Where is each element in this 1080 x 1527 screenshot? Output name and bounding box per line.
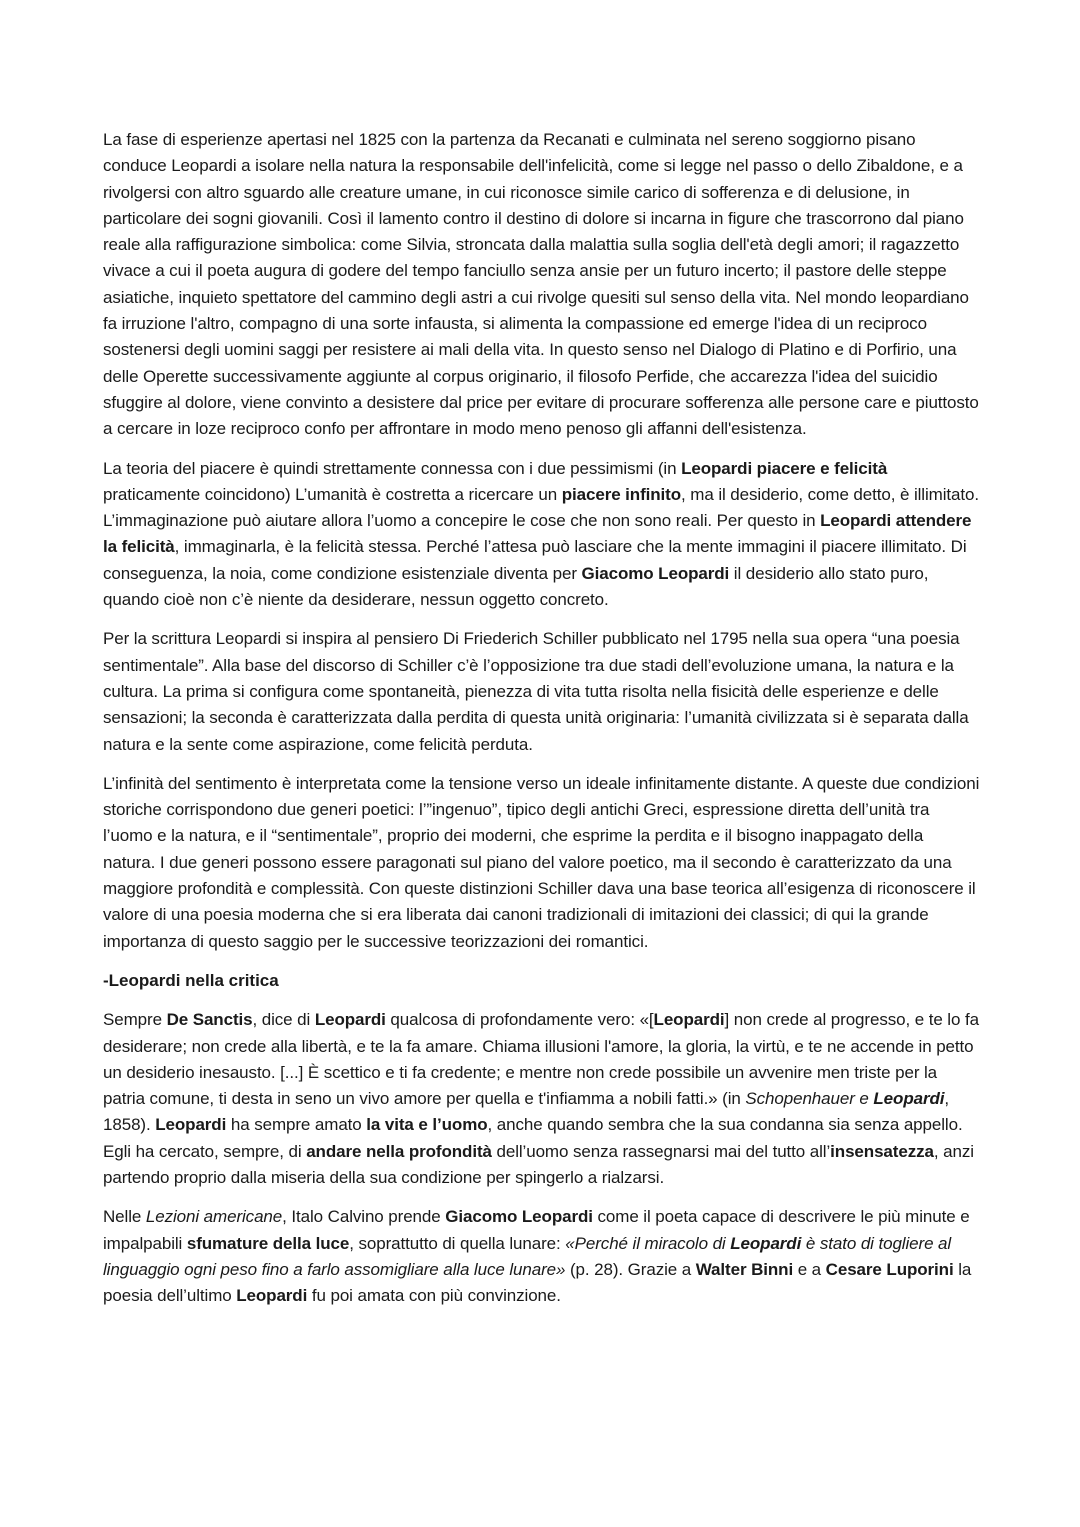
text-run: la poesia dell’ultimo	[103, 1259, 972, 1306]
bold-run: Walter Binni	[695, 1259, 794, 1279]
bold-run: Leopardi	[653, 1010, 725, 1030]
italic-run: è stato di togliere al linguaggio ogni peso fino a farlo assomigliare alla luce lunare»	[103, 1233, 952, 1279]
section-heading-critica: -Leopardi nella critica	[103, 970, 279, 990]
text-run: ] non crede al progresso, e te lo fa desiderare; non crede alla libertà, e te la fa amare. Chiama illusioni l'amore, la gloria, la virtù, e te ne accende in petto un desiderio inesausto. [...] È scettico e ti fa credente; e mentre non crede possibile un avvenire men triste per la patria comune, ti desta in seno un vivo amore per quella e t'infiamma a nobili fatti.» (in	[103, 1010, 979, 1109]
text-run: , immaginarla, è la felicità stessa. Perché l’attesa può lasciare che la mente immagini il piacere illimitato. Di conseguenza, la noia, come condizione esistenziale diventa per	[103, 537, 967, 583]
text-run: , Italo Calvino prende	[282, 1207, 446, 1227]
text-run: praticamente coincidono) L’umanità è costretta a ricercare un	[103, 484, 562, 504]
bold-run: Leopardi	[314, 1010, 386, 1030]
text-run: , anzi partendo proprio dalla miseria della sua condizione per spingerlo a rialzarsi.	[103, 1141, 974, 1187]
bold-italic-run	[873, 1089, 944, 1108]
text-run: , dice di	[252, 1010, 315, 1030]
bold-run: De Sanctis	[166, 1010, 253, 1030]
paragraph-schiller: Per la scrittura Leopardi si inspira al pensiero Di Friederich Schiller pubblicato nel 1795 nella sua opera “una poesia sentimentale”. Alla base del discorso di Schiller c’è l’opposizione tra due stadi dell’evoluzione umana, la natura e la cultura. La prima si configura come spontaneità, pienezza di vita tutta risolta nella fisicità delle esperienze e delle sensazioni; la seconda è caratterizzata dalla perdita di questa unità originaria: l’umanità civilizzata si è separata dalla natura e la sente come aspirazione, come felicità perduta.	[103, 629, 969, 754]
bold-run: Cesare Luporini	[825, 1259, 954, 1279]
bold-run: sfumature della luce	[186, 1233, 350, 1253]
paragraph-infinita-sentimento: L’infinità del sentimento è interpretata come la tensione verso un ideale infinitamente distante. A queste due condizioni storiche corrispondono due generi poetici: l’”ingenuo”, tipico degli antichi Greci, espressione diretta dell’unità tra l’uomo e la natura, e il “sentimentale”, proprio dei moderni, che esprime la perdita e il bisogno inappagato della natura. I due generi possono essere paragonati sul piano del valore poetico, ma il secondo è caratterizzato da una maggiore profondità e complessità. Con queste distinzioni Schiller dava una base teorica all’esigenza di riconoscere il valore di una poesia moderna che si era liberata dai canoni tradizionali di imitazioni dei classici; di qui la grande importanza di questo saggio per le successive teorizzazioni dei romantici.	[103, 773, 980, 951]
bold-run: Giacomo Leopardi	[445, 1207, 593, 1227]
text-run: dell’uomo senza rassegnarsi mai del tutto all’	[491, 1141, 831, 1161]
text-run: qualcosa di profondamente vero: «[	[385, 1010, 654, 1030]
bold-run: andare nella profondità	[306, 1141, 492, 1161]
text-run: e a	[793, 1259, 826, 1279]
bold-run: Leopardi	[236, 1286, 308, 1306]
paragraph-calvino	[103, 1204, 980, 1309]
text-run: come il poeta capace di descrivere le più minute e impalpabili	[103, 1207, 970, 1253]
text-run: , soprattutto di quella lunare:	[349, 1233, 566, 1253]
italic-run: Leopardi	[873, 1089, 945, 1109]
bold-run: piacere infinito	[561, 484, 682, 504]
text-run: ha sempre amato	[226, 1115, 367, 1135]
bold-run: insensatezza	[830, 1141, 934, 1161]
italic-run: Schopenhauer e	[745, 1089, 874, 1109]
bold-run: la vita e l’uomo	[366, 1115, 488, 1135]
text-run: (p. 28). Grazie a	[565, 1259, 696, 1279]
bold-run: Giacomo Leopardi	[581, 563, 730, 583]
text-run: fu poi amata con più convinzione.	[307, 1286, 561, 1306]
text-run: , 1858).	[103, 1089, 950, 1135]
bold-run: Leopardi attendere la felicità	[103, 511, 972, 557]
text-run: La teoria del piacere è quindi strettamente connessa con i due pessimismi (in	[103, 458, 682, 478]
italic-run: Lezioni americane	[145, 1207, 283, 1227]
bold-run: Leopardi	[155, 1115, 227, 1135]
italic-run: Leopardi	[730, 1233, 802, 1253]
paragraph-teoria-piacere	[103, 456, 980, 614]
italic-run: «Perché il miracolo di	[565, 1233, 731, 1253]
text-run: , anche quando sembra che la sua condanna sia senza appello. Egli ha cercato, sempre, di	[103, 1115, 963, 1161]
text-run: Sempre	[103, 1010, 167, 1030]
text-run: , ma il desiderio, come detto, è illimitato. L’immaginazione può aiutare allora l’uomo a concepire le cose che non sono reali. Per questo in	[103, 484, 979, 531]
paragraph-de-sanctis	[103, 1007, 980, 1191]
text-run: Nelle	[103, 1207, 146, 1227]
bold-run: Leopardi piacere e felicità	[681, 458, 888, 478]
paragraph-fase-esperienze: La fase di esperienze apertasi nel 1825 con la partenza da Recanati e culminata nel sereno soggiorno pisano conduce Leopardi a isolare nella natura la responsabile dell'infelicità, come si legge nel passo o dello Zibaldone, e a rivolgersi con altro sguardo alle creature umane, in cui riconosce simile carico di sofferenza e di delusione, in particolare dei sogni giovanili. Così il lamento contro il destino di dolore si incarna in figure che trascorrono dal piano reale alla raffigurazione simbolica: come Silvia, stroncata dalla malattia sulla soglia dell'età degli amori; il ragazzetto vivace a cui il poeta augura di godere del tempo fanciullo senza ansie per un futuro incerto; il pastore delle steppe asiatiche, inquieto spettatore del cammino degli astri a cui rivolge quesiti sul senso della vita. Nel mondo leopardiano fa irruzione l'altro, compagno di una sorte infausta, si alimenta la compassione ed emerge l'idea di un reciproco sostenersi degli uomini saggi per resistere ai mali della vita. In questo senso nel Dialogo di Platino e di Porfirio, una delle Operette successivamente aggiunte al corpus originario, il filosofo Perfide, che accarezza l'idea del suicidio sfuggire al dolore, viene convinto a desistere dal price per evitare di procurare sofferenza alle persone care e piuttosto a cercare in loze reciproco confo per affrontare in modo meno penoso gli affanni dell'esistenza.	[103, 130, 979, 439]
text-run: il desiderio allo stato puro, quando cioè non c’è niente da desiderare, nessun oggetto concreto.	[103, 563, 929, 610]
bold-italic-run	[730, 1234, 801, 1253]
